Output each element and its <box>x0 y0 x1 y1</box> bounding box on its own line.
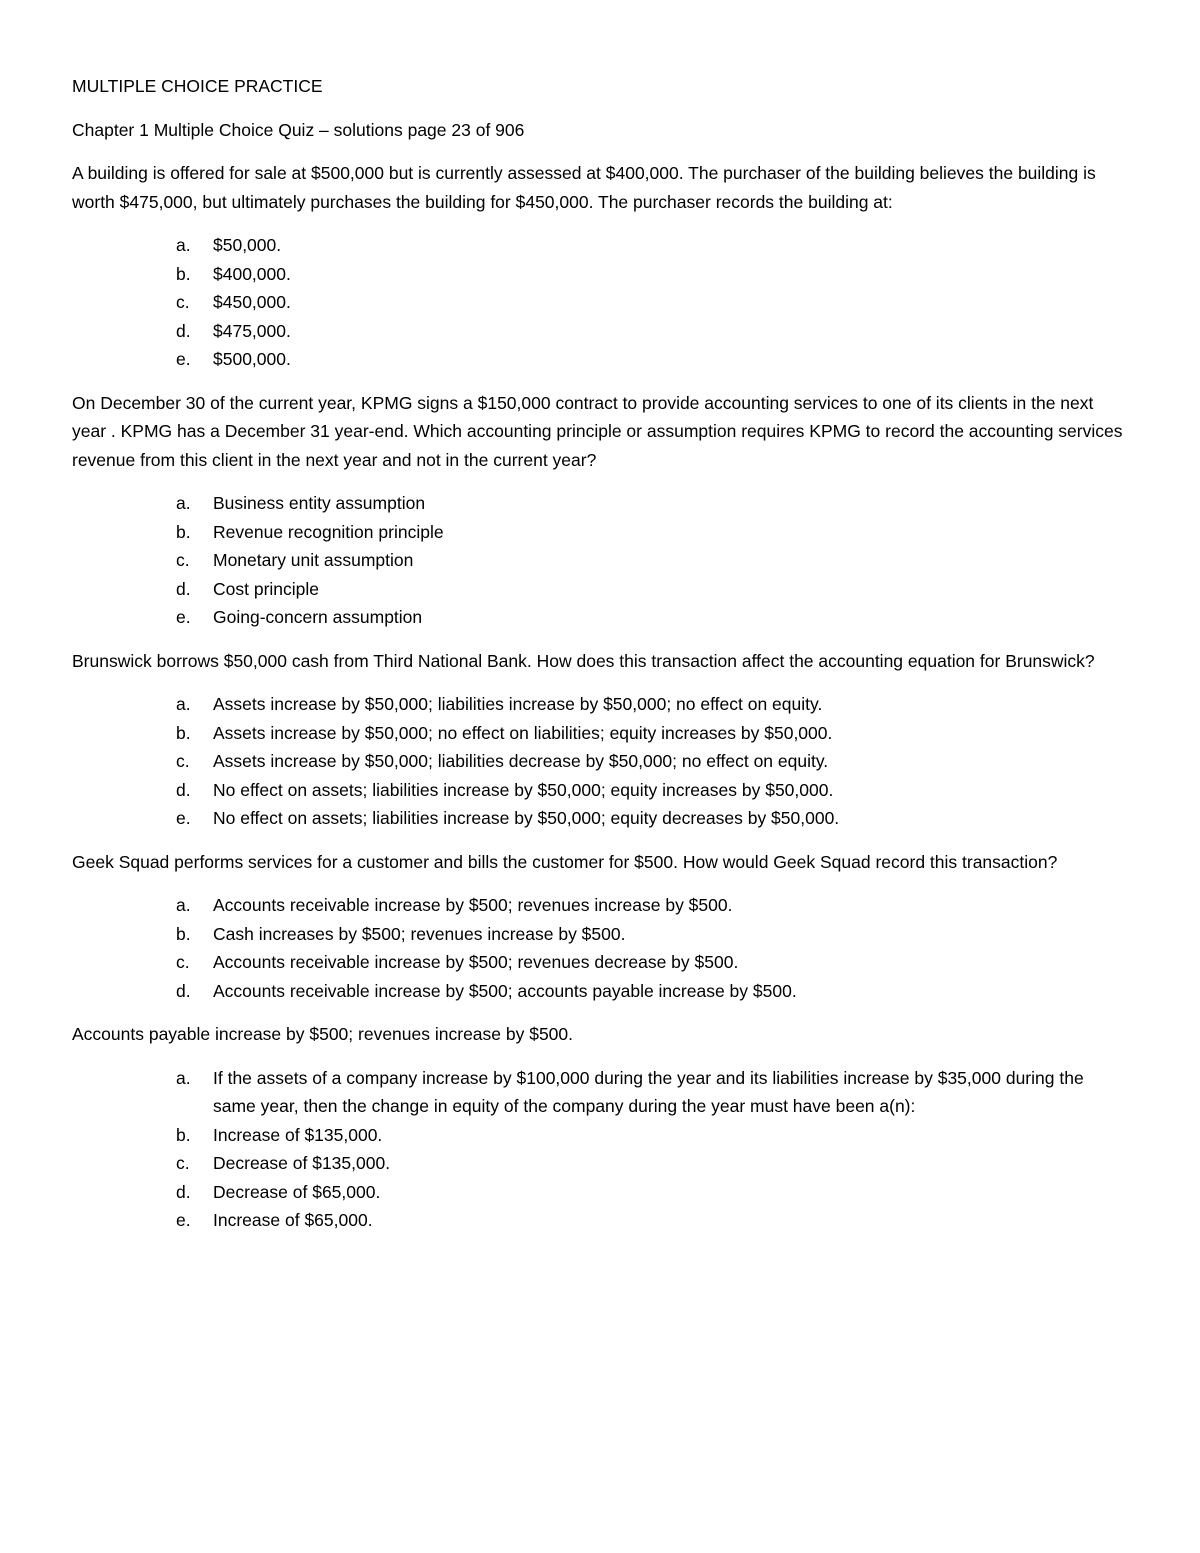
option-letter: b. <box>176 263 191 284</box>
option-letter: d. <box>176 578 191 599</box>
option-text: $400,000. <box>213 263 291 284</box>
option-text: Accounts receivable increase by $500; revenues decrease by $500. <box>213 952 739 972</box>
option-letter: a. <box>176 694 191 714</box>
question-text: Accounts payable increase by $500; revenues increase by $500. <box>72 1024 574 1044</box>
option-text: If the assets of a company increase by $100,000 during the year and its liabilities increase by $35,000 during the same year, then the change in equity of the company during the year must have been a(n): <box>213 1067 1084 1116</box>
answer-option <box>176 345 1128 374</box>
answer-options <box>72 891 1128 1005</box>
document-title: MULTIPLE CHOICE PRACTICE <box>72 76 323 96</box>
option-letter: b. <box>176 722 191 743</box>
option-letter: a. <box>176 1067 191 1088</box>
answer-option <box>176 1149 1128 1178</box>
answer-options <box>72 1064 1128 1235</box>
option-text: Assets increase by $50,000; no effect on liabilities; equity increases by $50,000. <box>213 722 833 743</box>
answer-option <box>176 546 1128 575</box>
answer-option <box>176 747 1128 776</box>
answer-option <box>176 317 1128 346</box>
option-text: $450,000. <box>213 292 291 312</box>
option-letter: e. <box>176 808 191 828</box>
option-letter: d. <box>176 1181 191 1202</box>
answer-option <box>176 603 1128 632</box>
answer-option <box>176 948 1128 977</box>
option-letter: b. <box>176 923 191 944</box>
option-letter: d. <box>176 779 191 800</box>
document-subtitle: Chapter 1 Multiple Choice Quiz – solutions page 23 of 906 <box>72 119 525 140</box>
answer-option <box>176 776 1128 805</box>
question-text: Geek Squad performs services for a customer and bills the customer for $500. How would Geek Squad record this transaction? <box>72 851 1058 872</box>
option-letter: d. <box>176 320 191 341</box>
option-letter: b. <box>176 521 191 542</box>
answer-option <box>176 719 1128 748</box>
question-text: On December 30 of the current year, KPMG signs a $150,000 contract to provide accounting services to one of its clients in the next year . KPMG has a December 31 year-end. Which accounting principle or assumption requires KPMG to record the accounting services revenue from this client in the next year and not in the current year? <box>72 392 1123 470</box>
option-letter: c. <box>176 751 190 771</box>
answer-option <box>176 1178 1128 1207</box>
option-text: Accounts receivable increase by $500; accounts payable increase by $500. <box>213 980 797 1001</box>
answer-option <box>176 690 1128 719</box>
option-text: No effect on assets; liabilities increase by $50,000; equity increases by $50,000. <box>213 779 834 800</box>
option-text: $50,000. <box>213 235 282 255</box>
option-text: Revenue recognition principle <box>213 521 444 542</box>
answer-option <box>176 804 1128 833</box>
answer-option <box>176 260 1128 289</box>
option-text: Monetary unit assumption <box>213 550 414 570</box>
option-text: Assets increase by $50,000; liabilities increase by $50,000; no effect on equity. <box>213 694 823 714</box>
answer-options <box>72 489 1128 632</box>
answer-option <box>176 1064 1128 1121</box>
option-letter: c. <box>176 292 190 312</box>
option-text: $500,000. <box>213 349 291 369</box>
answer-options <box>72 231 1128 374</box>
option-letter: c. <box>176 1153 190 1173</box>
answer-option <box>176 231 1128 260</box>
option-letter: e. <box>176 349 191 369</box>
answer-options <box>72 690 1128 833</box>
option-text: Decrease of $65,000. <box>213 1181 381 1202</box>
answer-option <box>176 575 1128 604</box>
option-text: Accounts receivable increase by $500; revenues increase by $500. <box>213 895 733 915</box>
answer-option <box>176 518 1128 547</box>
option-letter: c. <box>176 952 190 972</box>
answer-option <box>176 977 1128 1006</box>
answer-option <box>176 1206 1128 1235</box>
option-letter: a. <box>176 235 191 255</box>
option-text: Business entity assumption <box>213 493 426 513</box>
answer-option <box>176 288 1128 317</box>
option-letter: a. <box>176 895 191 915</box>
option-letter: e. <box>176 1210 191 1230</box>
answer-option <box>176 489 1128 518</box>
option-text: Assets increase by $50,000; liabilities decrease by $50,000; no effect on equity. <box>213 751 829 771</box>
option-letter: b. <box>176 1124 191 1145</box>
option-letter: d. <box>176 980 191 1001</box>
option-letter: a. <box>176 493 191 513</box>
option-text: Cash increases by $500; revenues increase by $500. <box>213 923 626 944</box>
option-text: Decrease of $135,000. <box>213 1153 391 1173</box>
answer-option <box>176 1121 1128 1150</box>
answer-option <box>176 891 1128 920</box>
option-letter: e. <box>176 607 191 627</box>
answer-option <box>176 920 1128 949</box>
question-text: A building is offered for sale at $500,000 but is currently assessed at $400,000. The purchaser of the building believes the building is worth $475,000, but ultimately purchases the building for $450,000. The purchaser records the building at: <box>72 163 1096 212</box>
option-text: Increase of $135,000. <box>213 1124 383 1145</box>
option-text: Increase of $65,000. <box>213 1210 373 1230</box>
option-text: Going-concern assumption <box>213 607 423 627</box>
option-letter: c. <box>176 550 190 570</box>
option-text: Cost principle <box>213 578 320 599</box>
question-text: Brunswick borrows $50,000 cash from Third National Bank. How does this transaction affect the accounting equation for Brunswick? <box>72 650 1095 671</box>
option-text: No effect on assets; liabilities increase by $50,000; equity decreases by $50,000. <box>213 808 840 828</box>
option-text: $475,000. <box>213 320 291 341</box>
